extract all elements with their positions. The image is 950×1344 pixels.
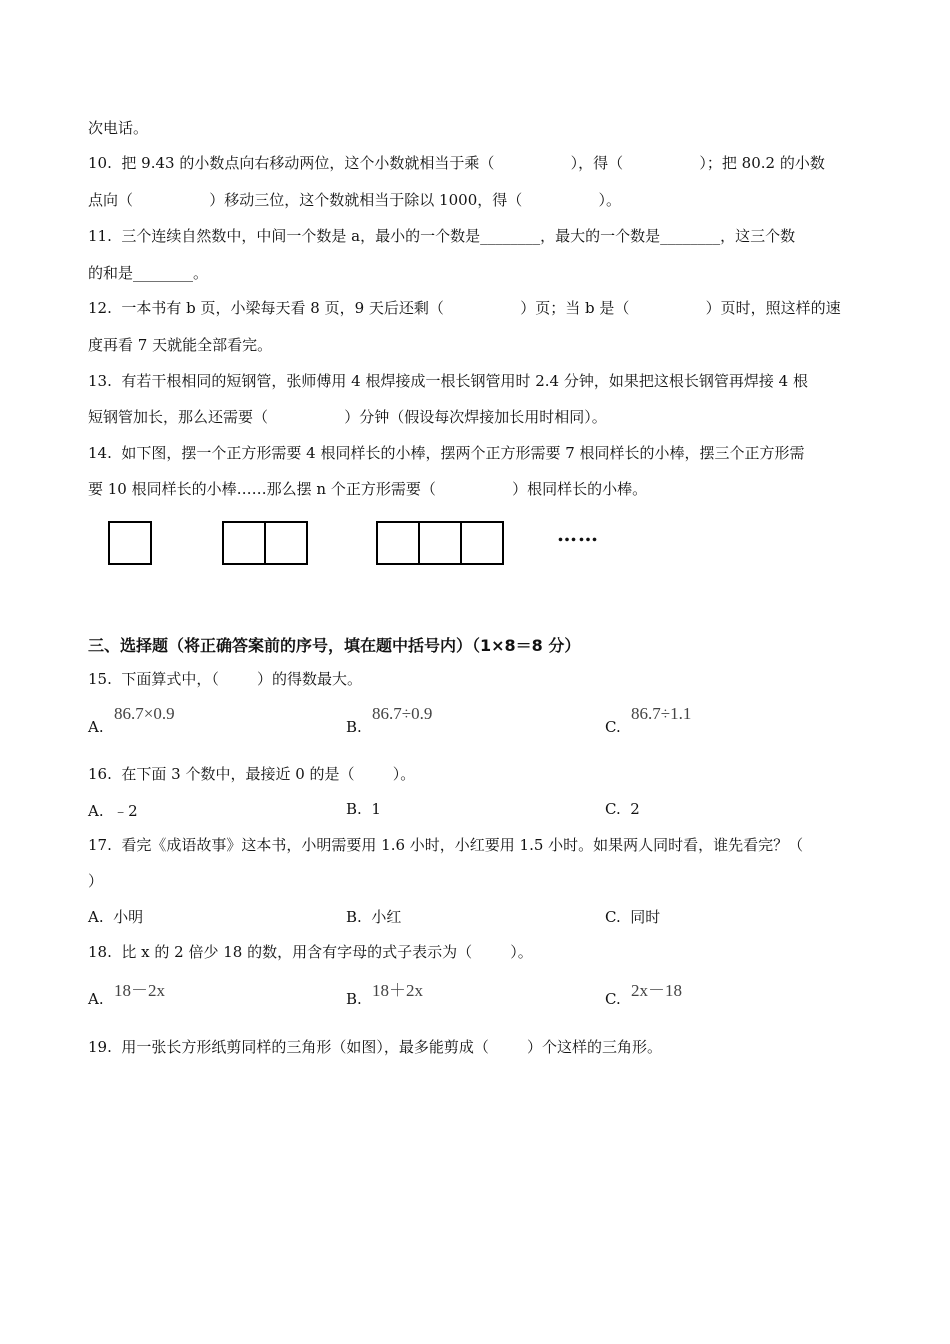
- option-label: A.: [88, 718, 104, 736]
- question-10-line-2: 点向（ ）移动三位，这个数就相当于除以 1000，得（ ）。: [88, 191, 622, 209]
- question-16-option-c: C. 2: [605, 800, 640, 818]
- question-17-stem-line-1: 17. 看完《成语故事》这本书，小明需要用 1.6 小时，小红要用 1.5 小时。如果两人同时看，谁先看完？（: [88, 836, 804, 854]
- question-12-line-1: 12. 一本书有 b 页，小梁每天看 8 页，9 天后还剩（ ）页；当 b 是（ ）页时，照这样的速: [88, 299, 841, 317]
- option-label: B.: [346, 990, 362, 1008]
- question-19-stem: 19. 用一张长方形纸剪同样的三角形（如图），最多能剪成（ ）个这样的三角形。: [88, 1038, 663, 1056]
- option-label: C.: [605, 718, 621, 736]
- square-2b: [264, 521, 308, 565]
- option-expression: 18＋2x: [372, 981, 423, 1000]
- question-13-line-2: 短钢管加长，那么还需要（ ）分钟（假设每次焊接加长用时相同）。: [88, 408, 607, 426]
- square-2a: [222, 521, 266, 565]
- option-label: A.: [88, 990, 104, 1008]
- question-15-stem: 15. 下面算式中，（ ）的得数最大。: [88, 670, 363, 688]
- square-3c: [460, 521, 504, 565]
- square-1: [108, 521, 152, 565]
- question-18-stem: 18. 比 x 的 2 倍少 18 的数，用含有字母的式子表示为（ ）。: [88, 943, 533, 961]
- question-16-option-a: A. ﹣2: [88, 802, 138, 820]
- question-17-option-a: A. 小明: [88, 908, 144, 926]
- question-17-option-c: C. 同时: [605, 908, 661, 926]
- question-14-line-1: 14. 如下图，摆一个正方形需要 4 根同样长的小棒，摆两个正方形需要 7 根同样长的小棒，摆三个正方形需: [88, 444, 805, 462]
- section-3-title: 三、选择题（将正确答案前的序号，填在题中括号内）（1×8＝8 分）: [88, 636, 581, 655]
- square-3a: [376, 521, 420, 565]
- question-10-line-1: 10. 把 9.43 的小数点向右移动两位，这个小数就相当于乘（ ），得（ ）；把 80.2 的小数: [88, 154, 825, 172]
- text-line: 次电话。: [88, 119, 149, 137]
- question-16-stem: 16. 在下面 3 个数中，最接近 0 的是（ ）。: [88, 765, 416, 783]
- ellipsis: ……: [557, 522, 599, 546]
- question-12-line-2: 度再看 7 天就能全部看完。: [88, 336, 273, 354]
- question-17-option-b: B. 小红: [346, 908, 402, 926]
- question-16-option-b: B. 1: [346, 800, 381, 818]
- question-14-line-2: 要 10 根同样长的小棒……那么摆 n 个正方形需要（ ）根同样长的小棒。: [88, 480, 648, 498]
- question-11-line-1: 11. 三个连续自然数中，中间一个数是 a，最小的一个数是________，最大的一个数是________，这三个数: [88, 227, 796, 245]
- option-label: B.: [346, 718, 362, 736]
- option-expression: 86.7×0.9: [114, 704, 175, 723]
- option-expression: 2x－18: [631, 981, 682, 1000]
- question-11-line-2: 的和是________。: [88, 264, 209, 282]
- question-17-stem-line-2: ）: [88, 872, 104, 890]
- option-expression: 86.7÷0.9: [372, 704, 433, 723]
- option-label: C.: [605, 990, 621, 1008]
- square-3b: [418, 521, 462, 565]
- option-expression: 18－2x: [114, 981, 165, 1000]
- option-expression: 86.7÷1.1: [631, 704, 692, 723]
- question-13-line-1: 13. 有若干根相同的短钢管，张师傅用 4 根焊接成一根长钢管用时 2.4 分钟，如果把这根长钢管再焊接 4 根: [88, 372, 808, 390]
